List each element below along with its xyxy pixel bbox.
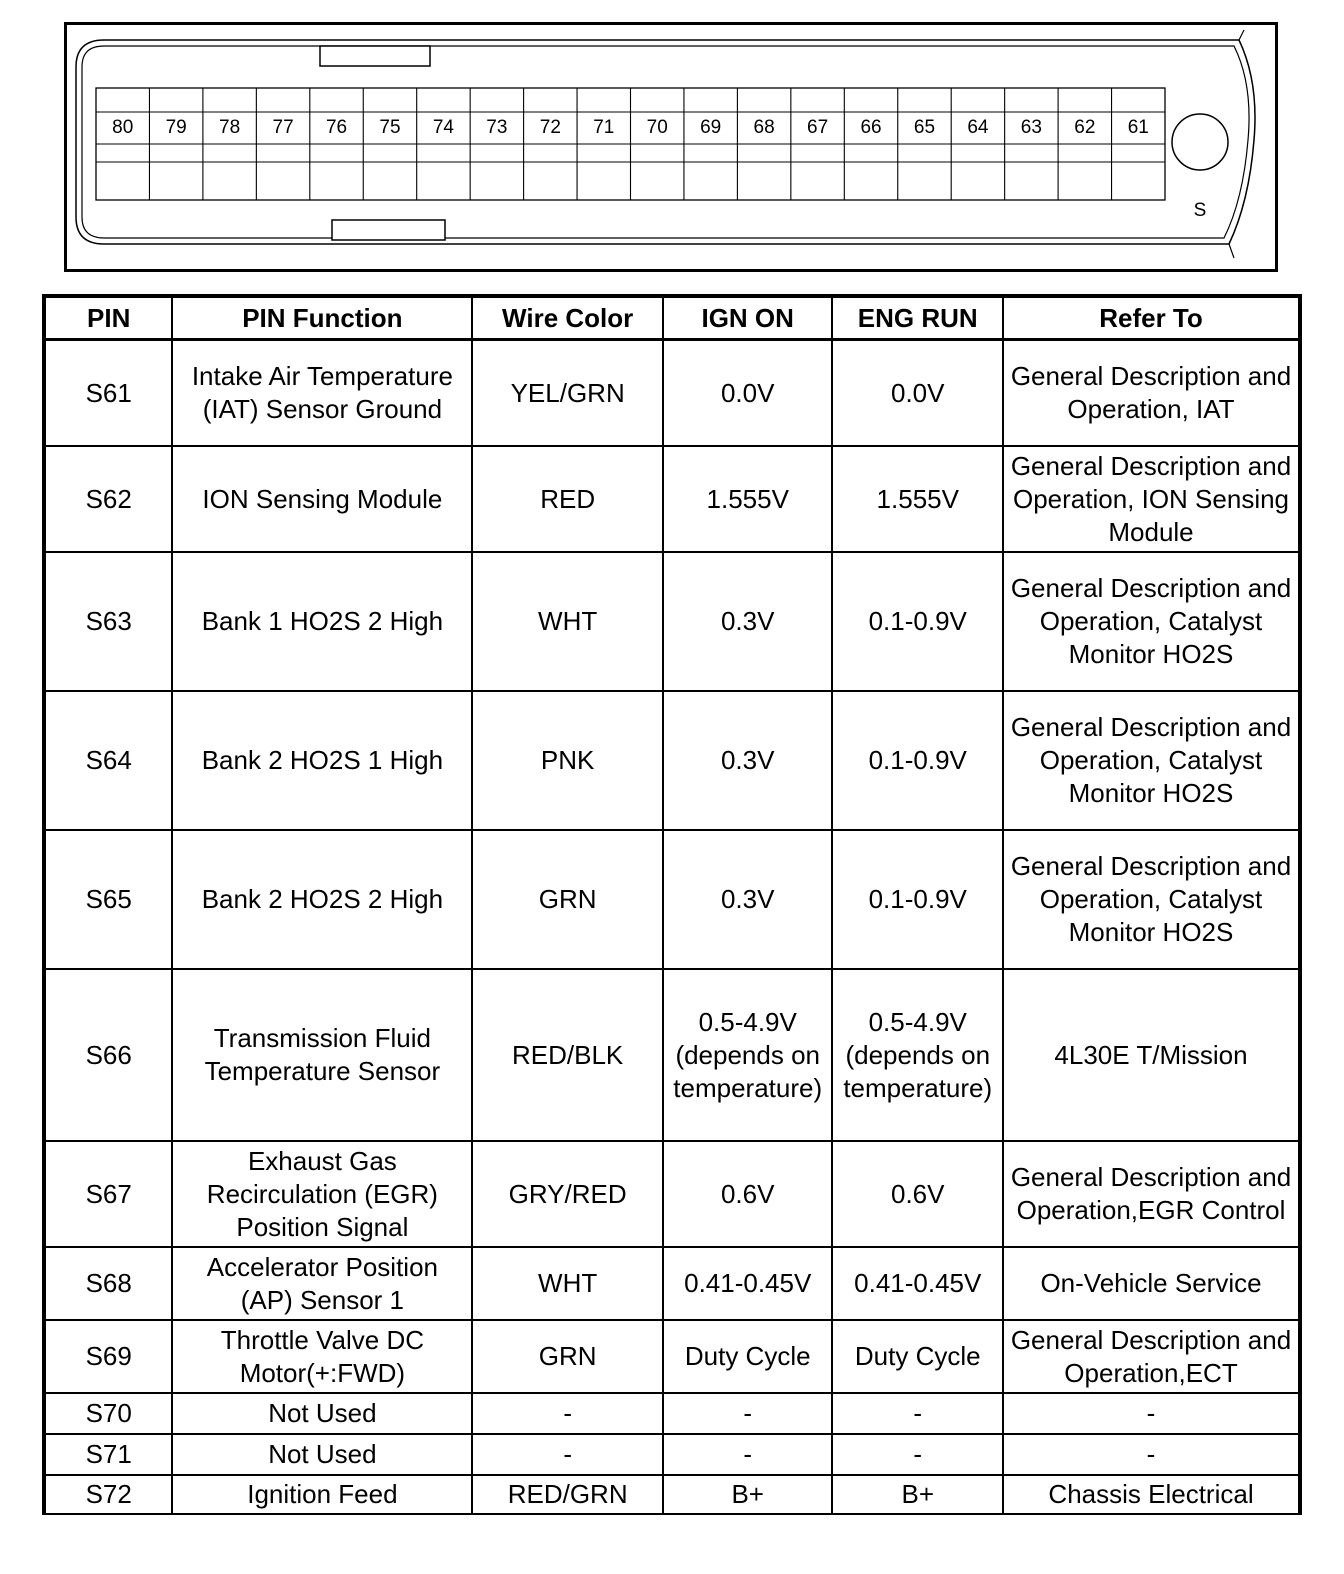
pin-number-73: 73 xyxy=(486,117,508,138)
cell-function: Intake Air Temperature (IAT) Sensor Ground xyxy=(172,340,472,447)
cell-eng-run: 0.41-0.45V xyxy=(832,1247,1003,1320)
cell-function: Not Used xyxy=(172,1434,472,1475)
table-row xyxy=(44,1434,1300,1475)
pin-number-63: 63 xyxy=(1020,117,1042,138)
cell-wire-color: - xyxy=(472,1393,663,1434)
connector-diagram xyxy=(64,22,1278,272)
cell-refer-to: General Description and Operation, ION Sensing Module xyxy=(1003,446,1300,552)
cell-wire-color: GRN xyxy=(472,830,663,969)
cell-refer-to: General Description and Operation, Catalyst Monitor HO2S xyxy=(1003,552,1300,691)
table-row xyxy=(44,1141,1300,1247)
header-pin: PIN xyxy=(44,296,172,340)
pin-number-70: 70 xyxy=(646,117,668,138)
cell-ign-on: B+ xyxy=(663,1475,833,1514)
cell-wire-color: PNK xyxy=(472,691,663,830)
cell-pin: S72 xyxy=(44,1475,172,1514)
cell-pin: S62 xyxy=(44,446,172,552)
connector-key-circle xyxy=(1172,114,1228,170)
cell-refer-to: 4L30E T/Mission xyxy=(1003,969,1300,1141)
table-row xyxy=(44,340,1300,447)
pin-number-80: 80 xyxy=(112,117,134,138)
cell-eng-run: 0.1-0.9V xyxy=(832,691,1003,830)
cell-eng-run: 1.555V xyxy=(832,446,1003,552)
cell-pin: S61 xyxy=(44,340,172,447)
bottom-latch xyxy=(332,220,445,240)
header-ign-on: IGN ON xyxy=(663,296,833,340)
cell-function: Transmission Fluid Temperature Sensor xyxy=(172,969,472,1141)
table-row xyxy=(44,830,1300,969)
cell-refer-to: General Description and Operation,EGR Control xyxy=(1003,1141,1300,1247)
cell-ign-on: 0.6V xyxy=(663,1141,833,1247)
top-latch xyxy=(320,46,430,66)
cell-eng-run: 0.1-0.9V xyxy=(832,830,1003,969)
pin-table xyxy=(42,294,1302,1515)
cell-pin: S71 xyxy=(44,1434,172,1475)
pin-number-66: 66 xyxy=(860,117,882,138)
cell-function: Throttle Valve DC Motor(+:FWD) xyxy=(172,1320,472,1393)
cell-pin: S66 xyxy=(44,969,172,1141)
cell-wire-color: GRY/RED xyxy=(472,1141,663,1247)
cell-refer-to: - xyxy=(1003,1434,1300,1475)
cell-wire-color: WHT xyxy=(472,552,663,691)
connector-drawing xyxy=(64,22,1278,272)
cell-ign-on: 1.555V xyxy=(663,446,833,552)
cell-pin: S63 xyxy=(44,552,172,691)
cell-eng-run: 0.6V xyxy=(832,1141,1003,1247)
pin-number-78: 78 xyxy=(219,117,241,138)
table-row xyxy=(44,552,1300,691)
pin-number-62: 62 xyxy=(1074,117,1096,138)
cell-function: Bank 2 HO2S 2 High xyxy=(172,830,472,969)
cell-eng-run: - xyxy=(832,1434,1003,1475)
cell-refer-to: General Description and Operation, IAT xyxy=(1003,340,1300,447)
cell-refer-to: On-Vehicle Service xyxy=(1003,1247,1300,1320)
pin-number-79: 79 xyxy=(165,117,187,138)
table-row xyxy=(44,1475,1300,1514)
cell-ign-on: Duty Cycle xyxy=(663,1320,833,1393)
cell-wire-color: - xyxy=(472,1434,663,1475)
pin-number-74: 74 xyxy=(432,117,454,138)
table-row xyxy=(44,691,1300,830)
cell-function: Bank 2 HO2S 1 High xyxy=(172,691,472,830)
connector-side-label: S xyxy=(1193,200,1207,221)
header-pin-function: PIN Function xyxy=(172,296,472,340)
cell-ign-on: 0.41-0.45V xyxy=(663,1247,833,1320)
cell-pin: S67 xyxy=(44,1141,172,1247)
cell-function: ION Sensing Module xyxy=(172,446,472,552)
cell-eng-run: Duty Cycle xyxy=(832,1320,1003,1393)
table-header-row xyxy=(44,296,1300,340)
cell-wire-color: RED xyxy=(472,446,663,552)
cell-ign-on: 0.5-4.9V (depends on temperature) xyxy=(663,969,833,1141)
cell-ign-on: 0.3V xyxy=(663,830,833,969)
cell-eng-run: B+ xyxy=(832,1475,1003,1514)
cell-function: Bank 1 HO2S 2 High xyxy=(172,552,472,691)
cell-wire-color: RED/BLK xyxy=(472,969,663,1141)
pin-number-67: 67 xyxy=(807,117,829,138)
cell-function: Ignition Feed xyxy=(172,1475,472,1514)
cell-wire-color: WHT xyxy=(472,1247,663,1320)
cell-function: Exhaust Gas Recirculation (EGR) Position Signal xyxy=(172,1141,472,1247)
pin-grid xyxy=(96,88,1165,200)
pin-number-69: 69 xyxy=(700,117,722,138)
cell-pin: S64 xyxy=(44,691,172,830)
cell-ign-on: 0.3V xyxy=(663,691,833,830)
cell-refer-to: General Description and Operation,ECT xyxy=(1003,1320,1300,1393)
cell-ign-on: 0.3V xyxy=(663,552,833,691)
pin-number-76: 76 xyxy=(325,117,348,138)
pin-number-72: 72 xyxy=(539,117,561,138)
table-row xyxy=(44,969,1300,1141)
header-wire-color: Wire Color xyxy=(472,296,663,340)
cell-function: Accelerator Position (AP) Sensor 1 xyxy=(172,1247,472,1320)
cell-refer-to: Chassis Electrical xyxy=(1003,1475,1300,1514)
cell-ign-on: 0.0V xyxy=(663,340,833,447)
cell-pin: S70 xyxy=(44,1393,172,1434)
cell-eng-run: 0.1-0.9V xyxy=(832,552,1003,691)
cell-pin: S69 xyxy=(44,1320,172,1393)
table-row xyxy=(44,446,1300,552)
cell-wire-color: GRN xyxy=(472,1320,663,1393)
table-row xyxy=(44,1247,1300,1320)
pin-number-68: 68 xyxy=(753,117,775,138)
header-eng-run: ENG RUN xyxy=(832,296,1003,340)
cell-refer-to: General Description and Operation, Catalyst Monitor HO2S xyxy=(1003,830,1300,969)
table-row xyxy=(44,1320,1300,1393)
cell-refer-to: - xyxy=(1003,1393,1300,1434)
cell-pin: S65 xyxy=(44,830,172,969)
cell-eng-run: 0.0V xyxy=(832,340,1003,447)
pin-number-77: 77 xyxy=(272,117,294,138)
pin-number-75: 75 xyxy=(379,117,401,138)
pin-number-64: 64 xyxy=(967,117,989,138)
cell-refer-to: General Description and Operation, Catalyst Monitor HO2S xyxy=(1003,691,1300,830)
pin-number-65: 65 xyxy=(913,117,936,138)
cell-ign-on: - xyxy=(663,1434,833,1475)
cell-wire-color: RED/GRN xyxy=(472,1475,663,1514)
pin-number-71: 71 xyxy=(593,117,615,138)
cell-function: Not Used xyxy=(172,1393,472,1434)
cell-wire-color: YEL/GRN xyxy=(472,340,663,447)
cell-eng-run: - xyxy=(832,1393,1003,1434)
cell-ign-on: - xyxy=(663,1393,833,1434)
table-row xyxy=(44,1393,1300,1434)
header-refer-to: Refer To xyxy=(1003,296,1300,340)
cell-eng-run: 0.5-4.9V (depends on temperature) xyxy=(832,969,1003,1141)
cell-pin: S68 xyxy=(44,1247,172,1320)
pin-number-61: 61 xyxy=(1127,117,1149,138)
